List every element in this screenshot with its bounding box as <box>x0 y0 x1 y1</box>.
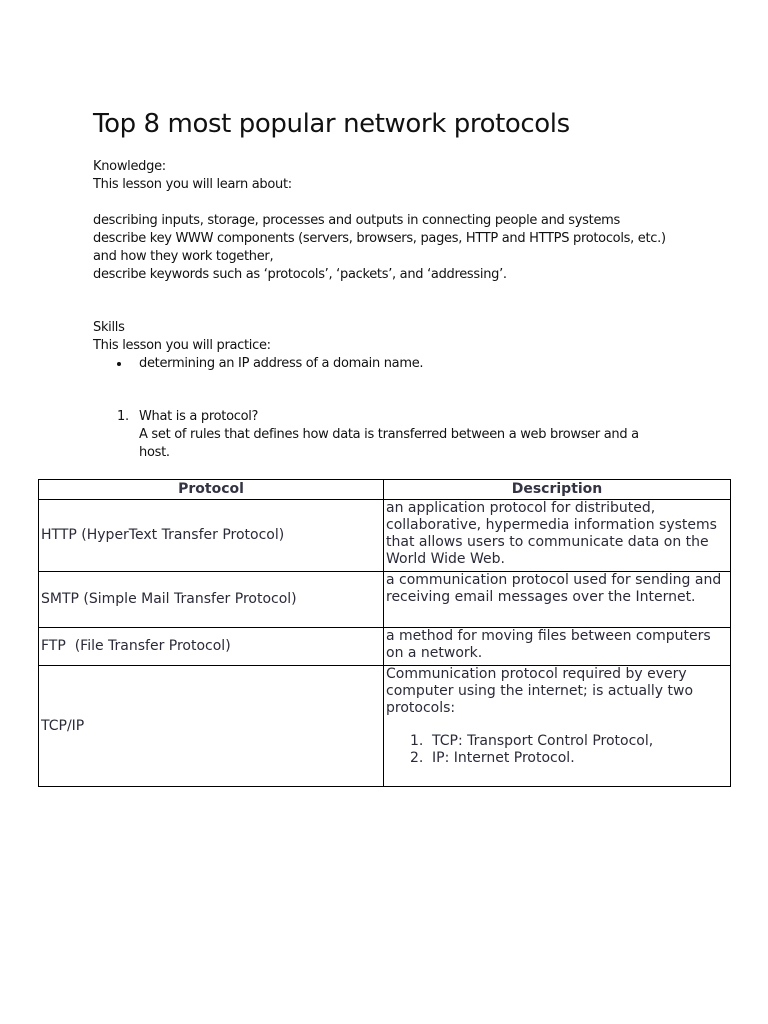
description-cell: a method for moving files between computers on a network. <box>384 628 731 666</box>
sub-item-number: 2. <box>410 750 424 766</box>
header-description: Description <box>384 480 731 500</box>
bullet-icon <box>117 362 121 366</box>
knowledge-line: describe key WWW components (servers, browsers, pages, HTTP and HTTPS protocols, etc.) <box>93 231 666 246</box>
sub-item-number: 1. <box>410 733 424 749</box>
page-title: Top 8 most popular network protocols <box>93 109 570 139</box>
knowledge-line: and how they work together, <box>93 249 274 264</box>
knowledge-line: describe keywords such as ‘protocols’, ‘packets’, and ‘addressing’. <box>93 267 507 282</box>
skills-bullet-list <box>93 355 423 373</box>
list-item <box>386 750 728 767</box>
knowledge-section <box>93 158 292 194</box>
table-row <box>39 628 731 666</box>
list-item <box>386 733 728 750</box>
knowledge-line: describing inputs, storage, processes and outputs in connecting people and systems <box>93 213 620 228</box>
table-header-row <box>39 480 731 500</box>
description-cell: a communication protocol used for sending and receiving email messages over the Internet. <box>384 572 731 628</box>
question-list <box>93 408 659 462</box>
protocol-cell: TCP/IP <box>39 666 384 787</box>
table-row <box>39 500 731 572</box>
knowledge-list <box>93 212 666 284</box>
skills-heading: Skills <box>93 320 125 335</box>
description-cell <box>384 666 731 787</box>
list-item <box>93 408 659 462</box>
question-number: 1. <box>117 409 129 424</box>
table-row <box>39 572 731 628</box>
description-cell: an application protocol for distributed, collaborative, hypermedia information systems that allows users to communicate data on the World Wide Web. <box>384 500 731 572</box>
knowledge-intro: This lesson you will learn about: <box>93 177 292 192</box>
question-text: What is a protocol? <box>139 409 259 424</box>
protocol-cell: SMTP (Simple Mail Transfer Protocol) <box>39 572 384 628</box>
bullet-text: determining an IP address of a domain name. <box>139 356 424 371</box>
sub-list <box>386 733 728 767</box>
protocol-cell: FTP (File Transfer Protocol) <box>39 628 384 666</box>
protocols-table <box>38 479 731 787</box>
question-answer: A set of rules that defines how data is transferred between a web browser and a host. <box>139 427 639 460</box>
sub-item-text: TCP: Transport Control Protocol, <box>432 733 654 749</box>
description-text: Communication protocol required by every computer using the internet; is actually two protocols: <box>386 666 694 716</box>
table-row <box>39 666 731 787</box>
list-item <box>93 355 423 373</box>
knowledge-heading: Knowledge: <box>93 159 166 174</box>
skills-intro: This lesson you will practice: <box>93 338 271 353</box>
header-protocol: Protocol <box>39 480 384 500</box>
sub-item-text: IP: Internet Protocol. <box>432 750 575 766</box>
skills-section <box>93 319 271 355</box>
protocol-cell: HTTP (HyperText Transfer Protocol) <box>39 500 384 572</box>
